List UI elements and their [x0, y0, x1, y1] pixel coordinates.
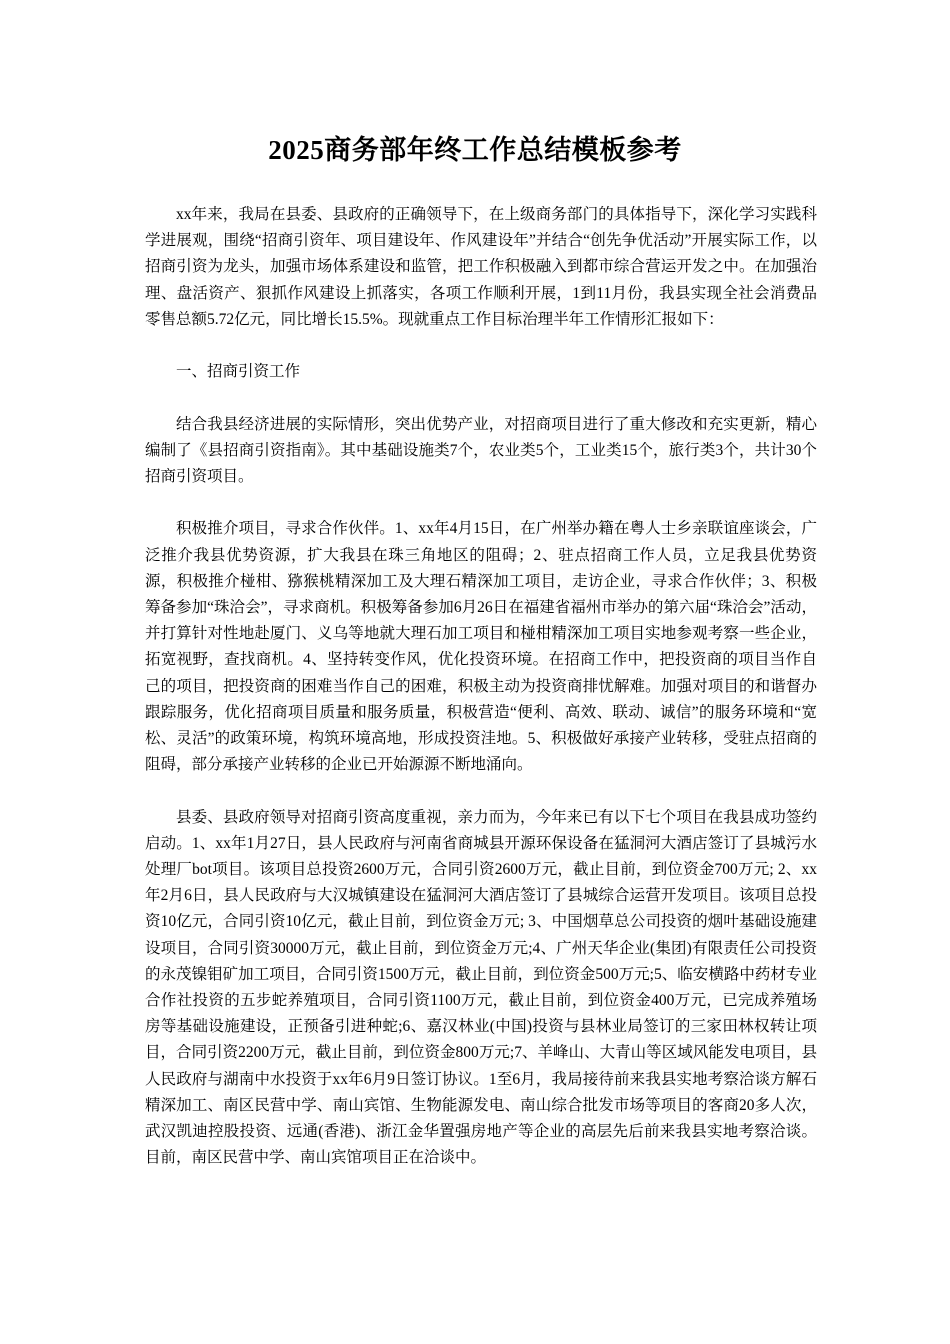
section-heading: 一、招商引资工作: [176, 363, 301, 381]
body-paragraph: 县委、县政府领导对招商引资高度重视，亲力而为，今年来已有以下七个项目在我县成功签约启动。1、xx年1月27日，县人民政府与河南省商城县开源环保设备在猛洞河大酒店签订了县城污水处理厂bot项目。该项目总投资2600万元，合同引资2600万元，截止目前，到位资金700万元; 2、xx年2月6日，县人民政府与大汉城镇建设在猛洞河大酒店签订了县城综合运营开发项目。该项目总投资10亿元，合同引资10亿元，截止目前，到位资金万元; 3、中国烟草总公司投资的烟叶基础设施建设项目，合同引资30000万元，截止目前，到位资金万元;4、广州天华企业(集团)有限责任公司投资的永茂镍钼矿加工项目，合同引资1500万元，截止目前，到位资金500万元;5、临安横路中药材专业合作社投资的五步蛇养殖项目，合同引资1100万元，截止目前，到位资金400万元，已完成养殖场房等基础设施建设，正预备引进种蛇;6、嘉汉林业(中国)投资与县林业局签订的三家田林权转让项目，合同引资2200万元，截止目前，到位资金800万元;7、羊峰山、大青山等区域风能发电项目，县人民政府与湖南中水投资于xx年6月9日签订协议。1至6月，我局接待前来我县实地考察洽谈方解石精深加工、南区民营中学、南山宾馆、生物能源发电、南山综合批发市场等项目的客商20多人次，武汉凯迪控股投资、远通(香港)、浙江金华置强房地产等企业的高层先后前来我县实地考察洽谈。目前，南区民营中学、南山宾馆项目正在洽谈中。: [145, 808, 817, 1167]
document-title: 2025商务部年终工作总结模板参考: [268, 135, 682, 165]
body-paragraph: 积极推介项目，寻求合作伙伴。1、xx年4月15日，在广州举办籍在粤人士乡亲联谊座谈会，广泛推介我县优势资源，扩大我县在珠三角地区的阻碍；2、驻点招商工作人员，立足我县优势资源，积极推介椪柑、猕猴桃精深加工及大理石精深加工项目，走访企业，寻求合作伙伴；3、积极筹备参加“珠洽会”，寻求商机。积极筹备参加6月26日在福建省福州市举办的第六届“珠洽会”活动，并打算针对性地赴厦门、义乌等地就大理石加工项目和椪柑精深加工项目实地参观考察一些企业，拓宽视野，查找商机。4、坚持转变作风，优化投资环境。在招商工作中，把投资商的项目当作自己的项目，把投资商的困难当作自己的困难，积极主动为投资商排忧解难。加强对项目的和谐督办跟踪服务，优化招商项目质量和服务质量，积极营造“便利、高效、联动、诚信”的服务环境和“宽松、灵活”的政策环境，构筑环境高地，形成投资洼地。5、积极做好承接产业转移，受驻点招商的阻碍，部分承接产业转移的企业已开始源源不断地涌向。: [145, 520, 817, 774]
document-body: [145, 202, 817, 1198]
body-paragraph: 结合我县经济进展的实际情形，突出优势产业，对招商项目进行了重大修改和充实更新，精心编制了《县招商引资指南》。其中基础设施类7个，农业类5个，工业类15个，旅行类3个，共计30个招商引资项目。: [145, 415, 817, 485]
intro-paragraph: xx年来，我局在县委、县政府的正确领导下，在上级商务部门的具体指导下，深化学习实践科学进展观，围绕“招商引资年、项目建设年、作风建设年”并结合“创先争优活动”开展实际工作，以招商引资为龙头，加强市场体系建设和监管，把工作积极融入到都市综合营运开发之中。在加强治理、盘活资产、狠抓作风建设上抓落实，各项工作顺利开展，1到11月份，我县实现全社会消费品零售总额5.72亿元，同比增长15.5%。现就重点工作目标治理半年工作情形汇报如下：: [145, 206, 817, 328]
